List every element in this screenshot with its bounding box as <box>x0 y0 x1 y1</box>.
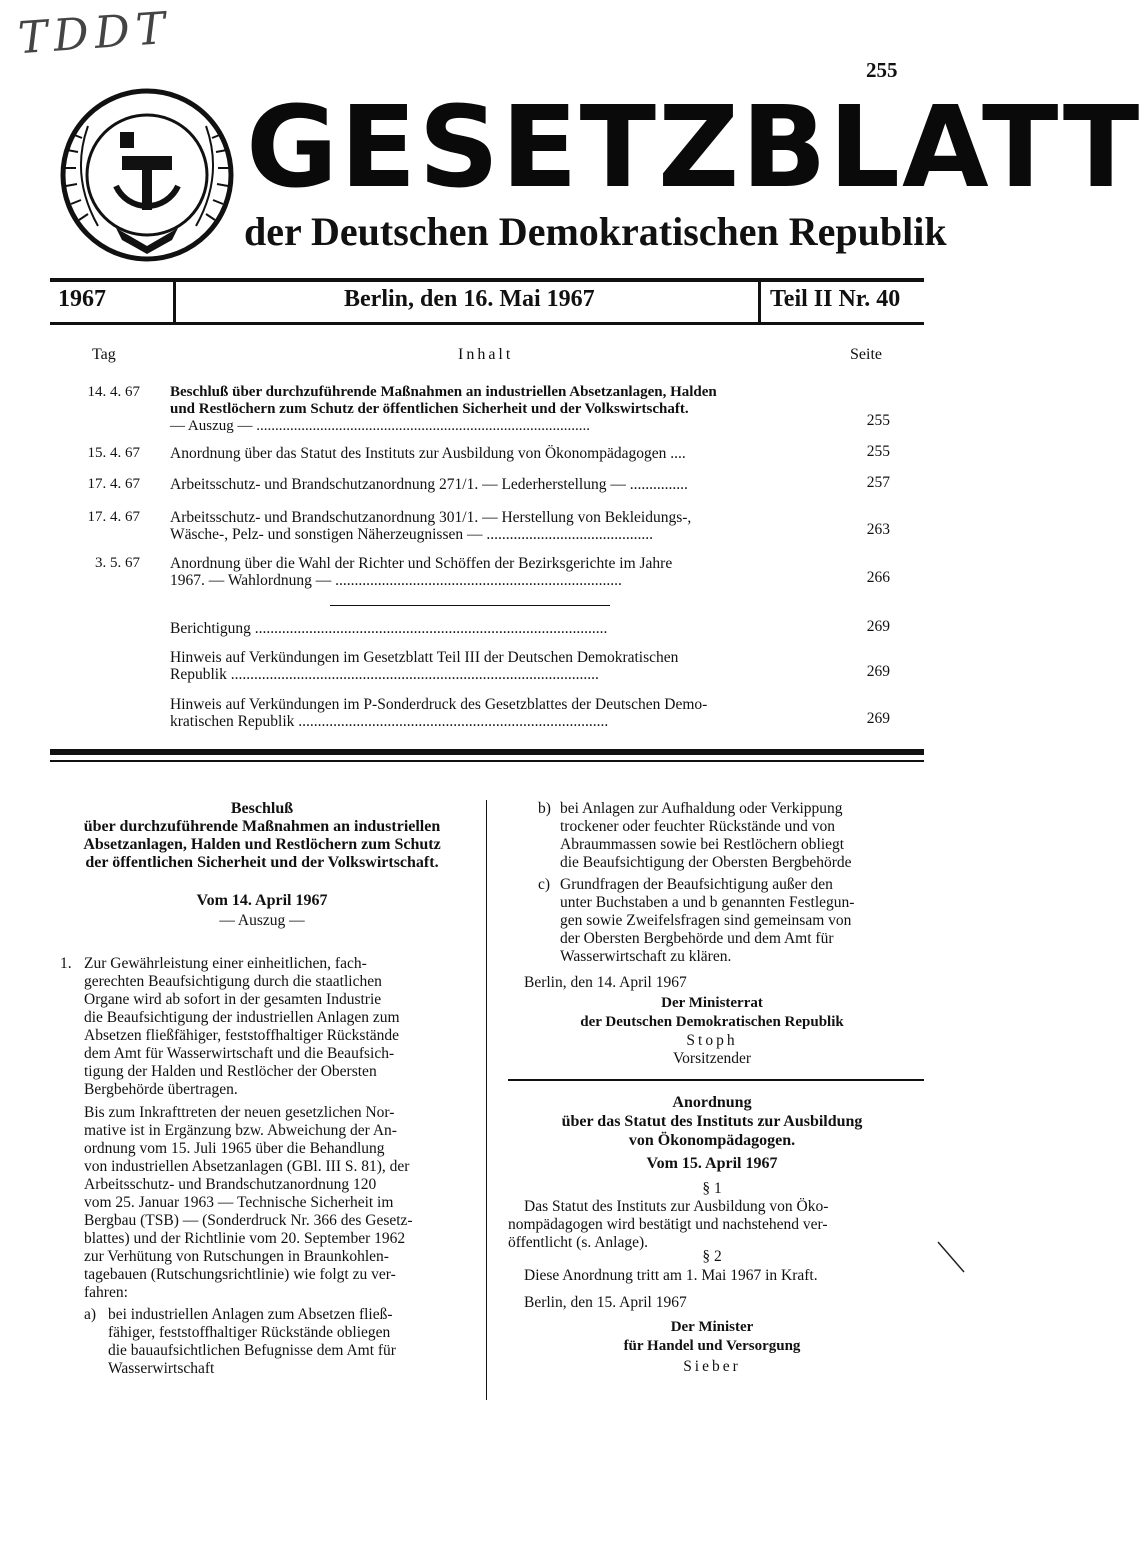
margin-pen-mark-icon <box>936 1240 968 1276</box>
text-line: mative ist in Ergänzung bzw. Abweichung der An- <box>84 1122 397 1139</box>
masthead-title: GESETZBLATT <box>246 83 1141 213</box>
ordinance-heading <box>500 1093 924 1150</box>
toc-entry-line: Arbeitsschutz- und Brandschutzanordnung 301/1. — Herstellung von Bekleidungs-, <box>170 509 692 526</box>
text-line: Zur Gewährleistung einer einheitlichen, fach- <box>84 955 367 972</box>
toc-col-content: Inhalt <box>458 346 514 363</box>
toc-entry-line: Republik ............................................................................................... <box>170 666 599 683</box>
text-line: öffentlicht (s. Anlage). <box>508 1234 649 1251</box>
heading-line: der öffentlichen Sicherheit und der Volkswirtschaft. <box>85 854 439 871</box>
section-1-text <box>508 1198 924 1252</box>
toc-entry-page: 257 <box>866 474 890 491</box>
item-c-label: c) <box>538 876 551 893</box>
issue-bar-divider-left <box>173 280 176 324</box>
column-divider <box>486 800 487 1400</box>
paragraph-2-text <box>84 1104 474 1302</box>
state-emblem-icon <box>58 86 236 264</box>
toc-entry-line: — Auszug — ......................................................................................... <box>170 418 590 434</box>
item-b-text <box>560 800 924 872</box>
toc-entry-line: 1967. — Wahlordnung — .......................................................................... <box>170 572 622 589</box>
text-line: blattes) und der Richtlinie vom 20. September 1962 <box>84 1230 406 1247</box>
text-line: fahren: <box>84 1284 128 1301</box>
signature-1-place-date: Berlin, den 14. April 1967 <box>524 974 687 991</box>
page-number: 255 <box>866 58 898 82</box>
signature-2-title: Der Minister <box>670 1319 754 1335</box>
masthead-subtitle: der Deutschen Demokratischen Republik <box>244 209 947 254</box>
issue-bar-bottom-rule <box>50 322 924 325</box>
signature-1-role: Vorsitzender <box>672 1050 752 1067</box>
text-line: tagebauen (Rutschungsrichtlinie) wie folgt zu ver- <box>84 1266 396 1283</box>
text-line: Wasserwirtschaft zu klären. <box>560 948 732 965</box>
text-line: Absetzen fließfähiger, feststoffhaltiger Rückstände <box>84 1027 400 1044</box>
toc-entry-line: kratischen Republik ................................................................................ <box>170 713 609 730</box>
toc-entry-page: 266 <box>866 569 890 586</box>
toc-entry-page: 255 <box>866 443 890 460</box>
signature-1-name: Stoph <box>686 1032 738 1049</box>
toc-entry-line: Anordnung über die Wahl der Richter und Schöffen der Bezirksgerichte im Jahre <box>170 555 673 572</box>
text-line: Bergbehörde übertragen. <box>84 1081 238 1098</box>
toc-entry-page: 269 <box>866 618 890 635</box>
item-a-text <box>108 1306 474 1378</box>
decision-heading <box>50 800 474 872</box>
text-line: gerechten Beaufsichtigung durch die staatlichen <box>84 973 382 990</box>
decision-excerpt-note: — Auszug — <box>219 912 305 929</box>
toc-separator <box>330 605 610 606</box>
toc-entry-page: 269 <box>866 663 890 680</box>
text-line: trockener oder feuchter Rückstände und von <box>560 818 836 835</box>
toc-entry-date: 15. 4. 67 <box>87 445 140 461</box>
section-divider-thin <box>50 760 924 762</box>
text-line: Arbeitsschutz- und Brandschutzanordnung 120 <box>84 1176 377 1193</box>
section-divider-thick <box>50 749 924 755</box>
issue-part-number: Teil II Nr. 40 <box>770 286 901 312</box>
text-line: bei Anlagen zur Aufhaldung oder Verkippung <box>560 800 843 817</box>
toc-entry-date: 17. 4. 67 <box>87 476 140 492</box>
heading-line: Anordnung <box>672 1094 752 1111</box>
section-2-text: Diese Anordnung tritt am 1. Mai 1967 in Kraft. <box>524 1267 818 1284</box>
text-line: von industriellen Absetzanlagen (GBl. III S. 81), der <box>84 1158 410 1175</box>
heading-line: über durchzuführende Maßnahmen an industriellen <box>83 818 441 835</box>
text-line: Das Statut des Instituts zur Ausbildung von Öko- <box>524 1198 829 1215</box>
toc-entry-line: Beschluß über durchzuführende Maßnahmen an industriellen Absetzanlagen, Halden <box>170 384 717 400</box>
text-line: zur Verhütung von Rutschungen in Braunkohlen- <box>84 1248 389 1265</box>
text-line: dem Amt für Wasserwirtschaft und die Beaufsich- <box>84 1045 395 1062</box>
toc-entry-page: 255 <box>866 412 890 429</box>
section-2-mark: § 2 <box>702 1248 722 1265</box>
text-line: Bis zum Inkrafttreten der neuen gesetzlichen Nor- <box>84 1104 395 1121</box>
issue-bar-divider-right <box>758 280 761 324</box>
toc-entry-line: Anordnung über das Statut des Instituts zur Ausbildung von Ökonompädagogen .... <box>170 445 686 462</box>
text-line: fähiger, feststoffhaltiger Rückstände obliegen <box>108 1324 391 1341</box>
toc-entry-line: und Restlöchern zum Schutz der öffentlichen Sicherheit und der Volkswirtschaft. <box>170 401 689 417</box>
heading-line: Absetzanlagen, Halden und Restlöchern zum Schutz <box>83 836 441 853</box>
issue-bar-top-rule <box>50 278 924 282</box>
toc-entry-page: 263 <box>866 521 890 538</box>
text-line: die bauaufsichtlichen Befugnisse dem Amt für <box>108 1342 396 1359</box>
article-separator <box>508 1079 924 1081</box>
text-line: der Obersten Bergbehörde und dem Amt für <box>560 930 834 947</box>
item-b-label: b) <box>538 800 551 817</box>
text-line: ordnung vom 15. Juli 1965 über die Behandlung <box>84 1140 385 1157</box>
text-line: Abraummassen sowie bei Restlöchern obliegt <box>560 836 845 853</box>
toc-entry-line: Hinweis auf Verkündungen im P-Sonderdruck des Gesetzblattes der Deutschen Demo- <box>170 696 708 713</box>
text-line: tigung der Halden und Restlöcher der Obersten <box>84 1063 377 1080</box>
heading-line: über das Statut des Instituts zur Ausbildung <box>561 1113 863 1130</box>
toc-entry-date: 3. 5. 67 <box>95 555 140 571</box>
section-1-mark: § 1 <box>702 1180 722 1197</box>
text-line: nompädagogen wird bestätigt und nachstehend ver- <box>508 1216 828 1233</box>
issue-place-date: Berlin, den 16. Mai 1967 <box>344 286 595 312</box>
heading-line: von Ökonompädagogen. <box>628 1132 796 1149</box>
ordinance-date: Vom 15. April 1967 <box>646 1155 778 1172</box>
text-line: Bergbau (TSB) — (Sonderdruck Nr. 366 des Gesetz- <box>84 1212 413 1229</box>
signature-2-place-date: Berlin, den 15. April 1967 <box>524 1294 687 1311</box>
text-line: Wasserwirtschaft <box>108 1360 215 1377</box>
text-line: Grundfragen der Beaufsichtigung außer den <box>560 876 833 893</box>
toc-entry-line: Arbeitsschutz- und Brandschutzanordnung 271/1. — Lederherstellung — ............... <box>170 476 688 493</box>
toc-entry-page: 269 <box>866 710 890 727</box>
text-line: die Beaufsichtigung der industriellen Anlagen zum <box>84 1009 400 1026</box>
decision-date: Vom 14. April 1967 <box>196 892 328 909</box>
signature-1-body-line2: der Deutschen Demokratischen Republik <box>580 1014 844 1030</box>
item-number: 1. <box>60 955 72 972</box>
text-line: die Beaufsichtigung der Obersten Bergbehörde <box>560 854 852 871</box>
text-line: Organe wird ab sofort in der gesamten Industrie <box>84 991 382 1008</box>
item-c-text <box>560 876 924 966</box>
toc-entry-date: 14. 4. 67 <box>87 384 140 400</box>
heading-line: Beschluß <box>230 800 294 817</box>
item-1-text <box>84 955 474 1099</box>
signature-2-title-line2: für Handel und Versorgung <box>623 1338 801 1354</box>
toc-col-page: Seite <box>850 346 882 363</box>
toc-entry-line: Wäsche-, Pelz- und sonstigen Näherzeugnissen — ........................................... <box>170 526 653 543</box>
text-line: bei industriellen Anlagen zum Absetzen fließ- <box>108 1306 393 1323</box>
toc-entry-line: Hinweis auf Verkündungen im Gesetzblatt Teil III der Deutschen Demokratischen <box>170 649 679 666</box>
signature-1-body: Der Ministerrat <box>661 995 763 1011</box>
signature-2-name: Sieber <box>683 1358 741 1375</box>
toc-entry-date: 17. 4. 67 <box>87 509 140 525</box>
toc-entry-line: Berichtigung ........................................................................................... <box>170 620 608 637</box>
text-line: vom 25. Januar 1963 — Technische Sicherheit im <box>84 1194 394 1211</box>
item-a-label: a) <box>84 1306 97 1323</box>
toc-col-date: Tag <box>92 346 116 363</box>
text-line: unter Buchstaben a und b genannten Festlegun- <box>560 894 855 911</box>
issue-year: 1967 <box>58 286 106 312</box>
text-line: gen sowie Zweifelsfragen sind gemeinsam von <box>560 912 852 929</box>
handwritten-note: TDDT <box>16 2 173 65</box>
